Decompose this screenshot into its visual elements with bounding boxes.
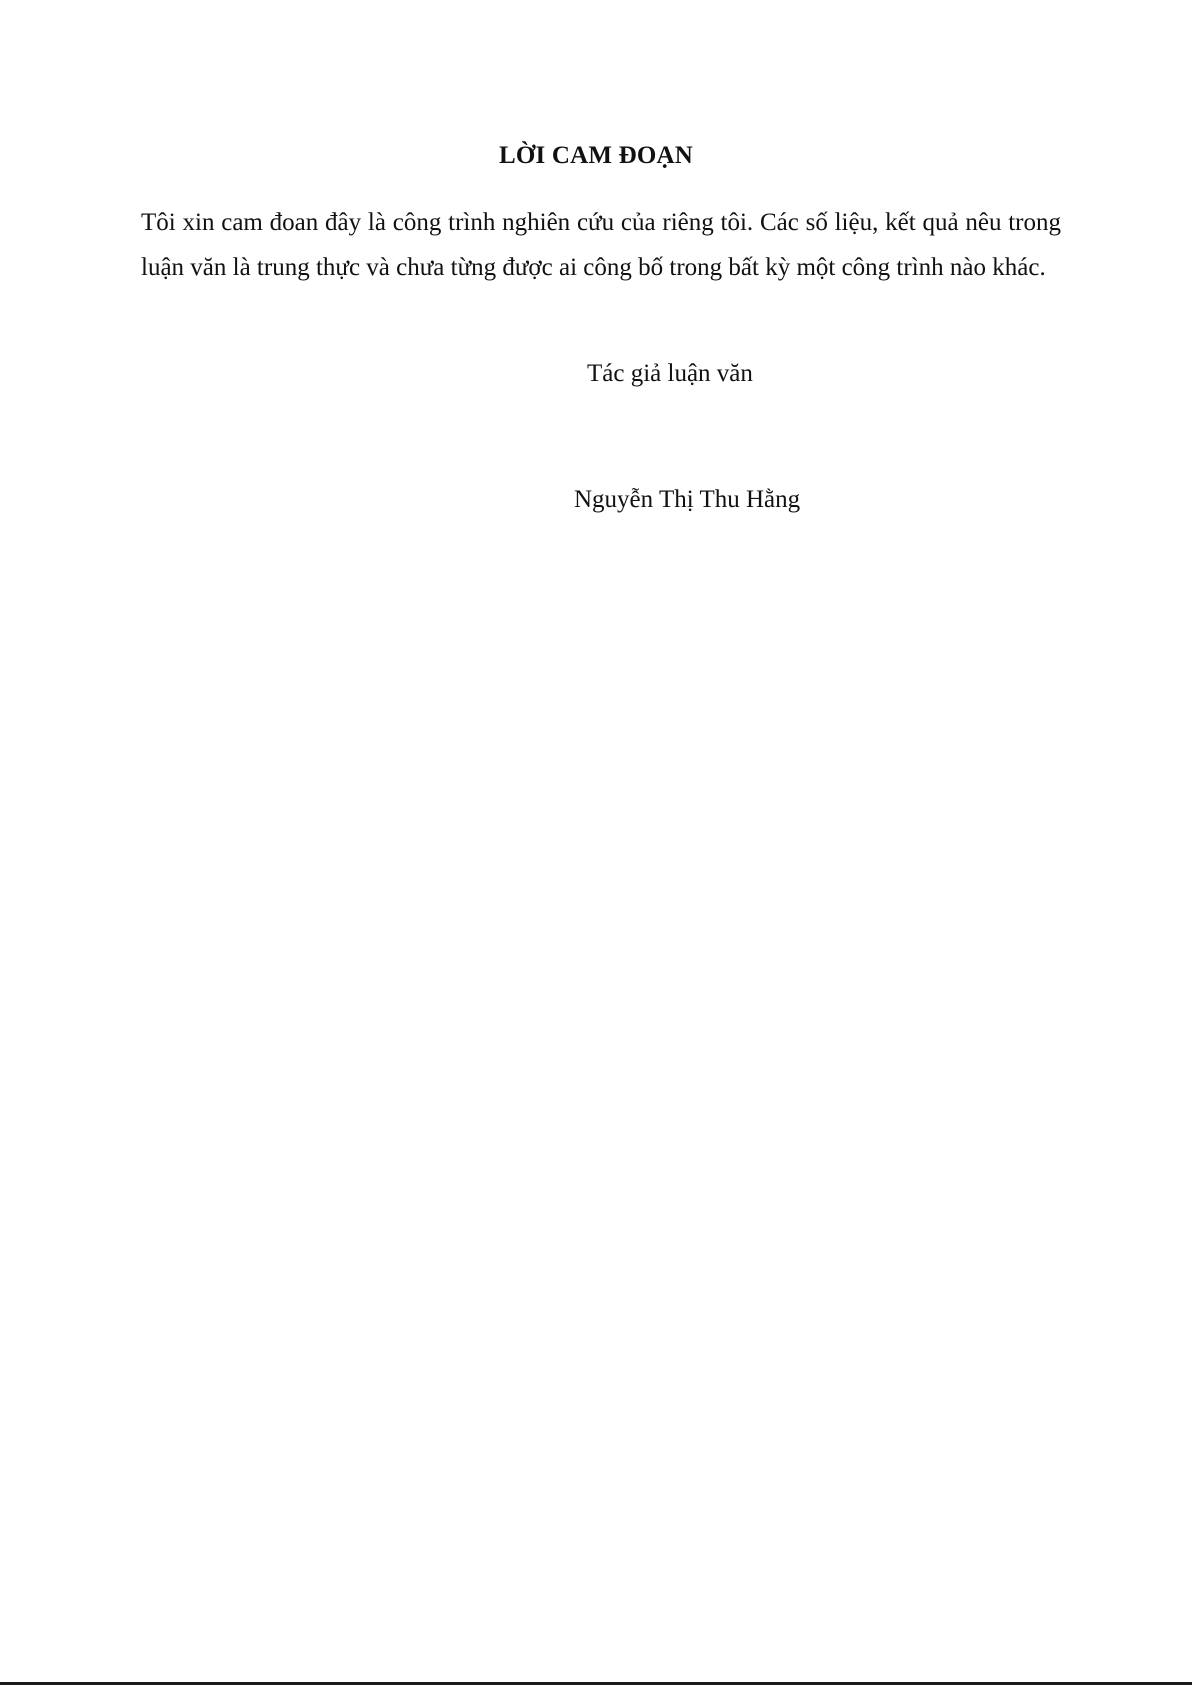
declaration-paragraph: Tôi xin cam đoan đây là công trình nghiên cứu của riêng tôi. Các số liệu, kết quả nêu trong luận văn là trung thực và chưa từng được ai công bố trong bất kỳ một công trình nào khác. [141,209,1061,281]
page-title: LỜI CAM ĐOẠN [498,142,694,169]
signature-name: Nguyễn Thị Thu Hằng [574,486,801,513]
signature-role: Tác giả luận văn [587,360,753,387]
